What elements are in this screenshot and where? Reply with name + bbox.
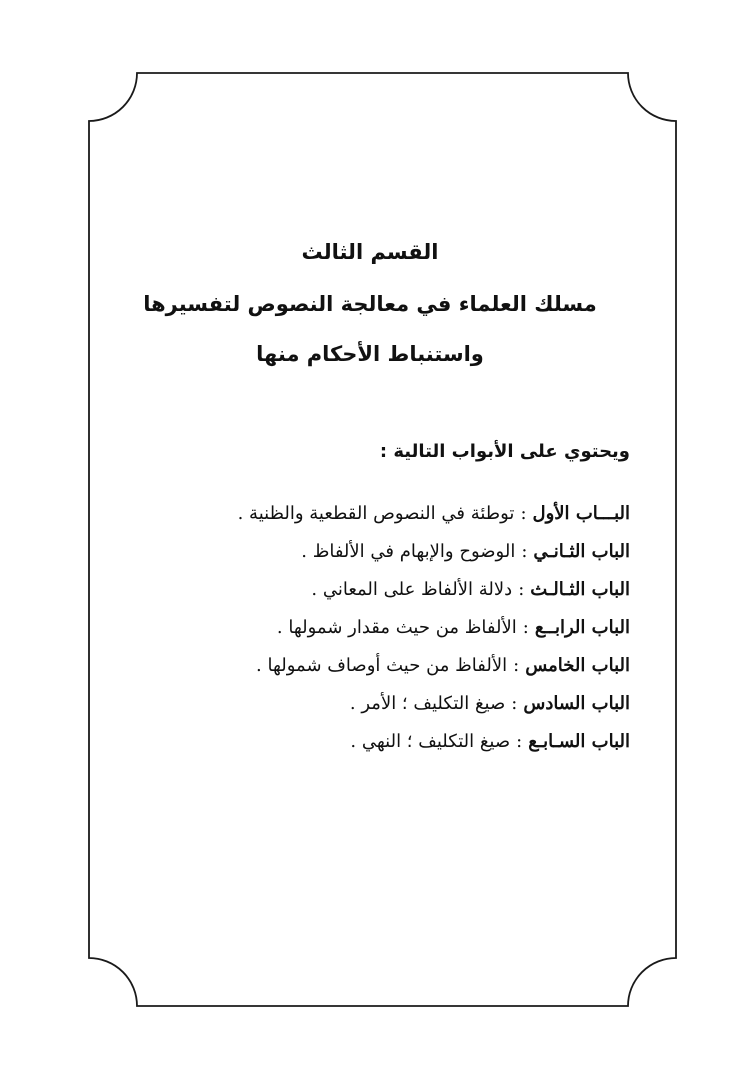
chapter-separator: :: [518, 579, 525, 600]
chapter-item: [110, 649, 630, 687]
section-subtitle-line-2: واستنباط الأحكام منها: [256, 342, 484, 366]
chapter-topic: الألفاظ من حيث أوصاف شمولها .: [256, 655, 508, 676]
chapter-name: الباب الخامس: [525, 655, 630, 676]
chapter-topic: الألفاظ من حيث مقدار شمولها .: [276, 617, 517, 638]
chapter-item: [110, 725, 630, 763]
section-subtitle-line-1: مسلك العلماء في معالجة النصوص لتفسيرها: [143, 292, 597, 316]
chapter-name: الباب الثـانـي: [533, 541, 630, 562]
chapter-topic: صيغ التكليف ؛ الأمر .: [349, 693, 506, 714]
chapter-separator: :: [516, 731, 523, 752]
chapter-item: [110, 535, 630, 573]
chapter-separator: :: [520, 503, 527, 524]
page-content: [110, 0, 630, 1090]
chapter-item: [110, 497, 630, 535]
chapter-separator: :: [511, 693, 518, 714]
chapter-separator: :: [522, 617, 529, 638]
chapter-name: الباب الرابــع: [534, 617, 630, 638]
chapter-name: الباب السادس: [523, 693, 630, 714]
section-title: القسم الثالث: [301, 240, 439, 264]
chapter-topic: دلالة الألفاظ على المعاني .: [311, 579, 513, 600]
chapter-separator: :: [521, 541, 528, 562]
chapter-list: [110, 497, 630, 763]
chapter-item: [110, 687, 630, 725]
chapter-name: البـــاب الأول: [532, 503, 630, 524]
chapter-item: [110, 611, 630, 649]
chapters-intro: ويحتوي على الأبواب التالية :: [379, 441, 630, 462]
chapter-item: [110, 573, 630, 611]
chapter-topic: توطئة في النصوص القطعية والظنية .: [237, 503, 515, 524]
chapter-topic: صيغ التكليف ؛ النهي .: [350, 731, 511, 752]
chapter-topic: الوضوح والإبهام في الألفاظ .: [301, 541, 516, 562]
chapter-name: الباب السـابـع: [528, 731, 630, 752]
chapter-separator: :: [513, 655, 520, 676]
chapter-name: الباب الثـالـث: [530, 579, 630, 600]
